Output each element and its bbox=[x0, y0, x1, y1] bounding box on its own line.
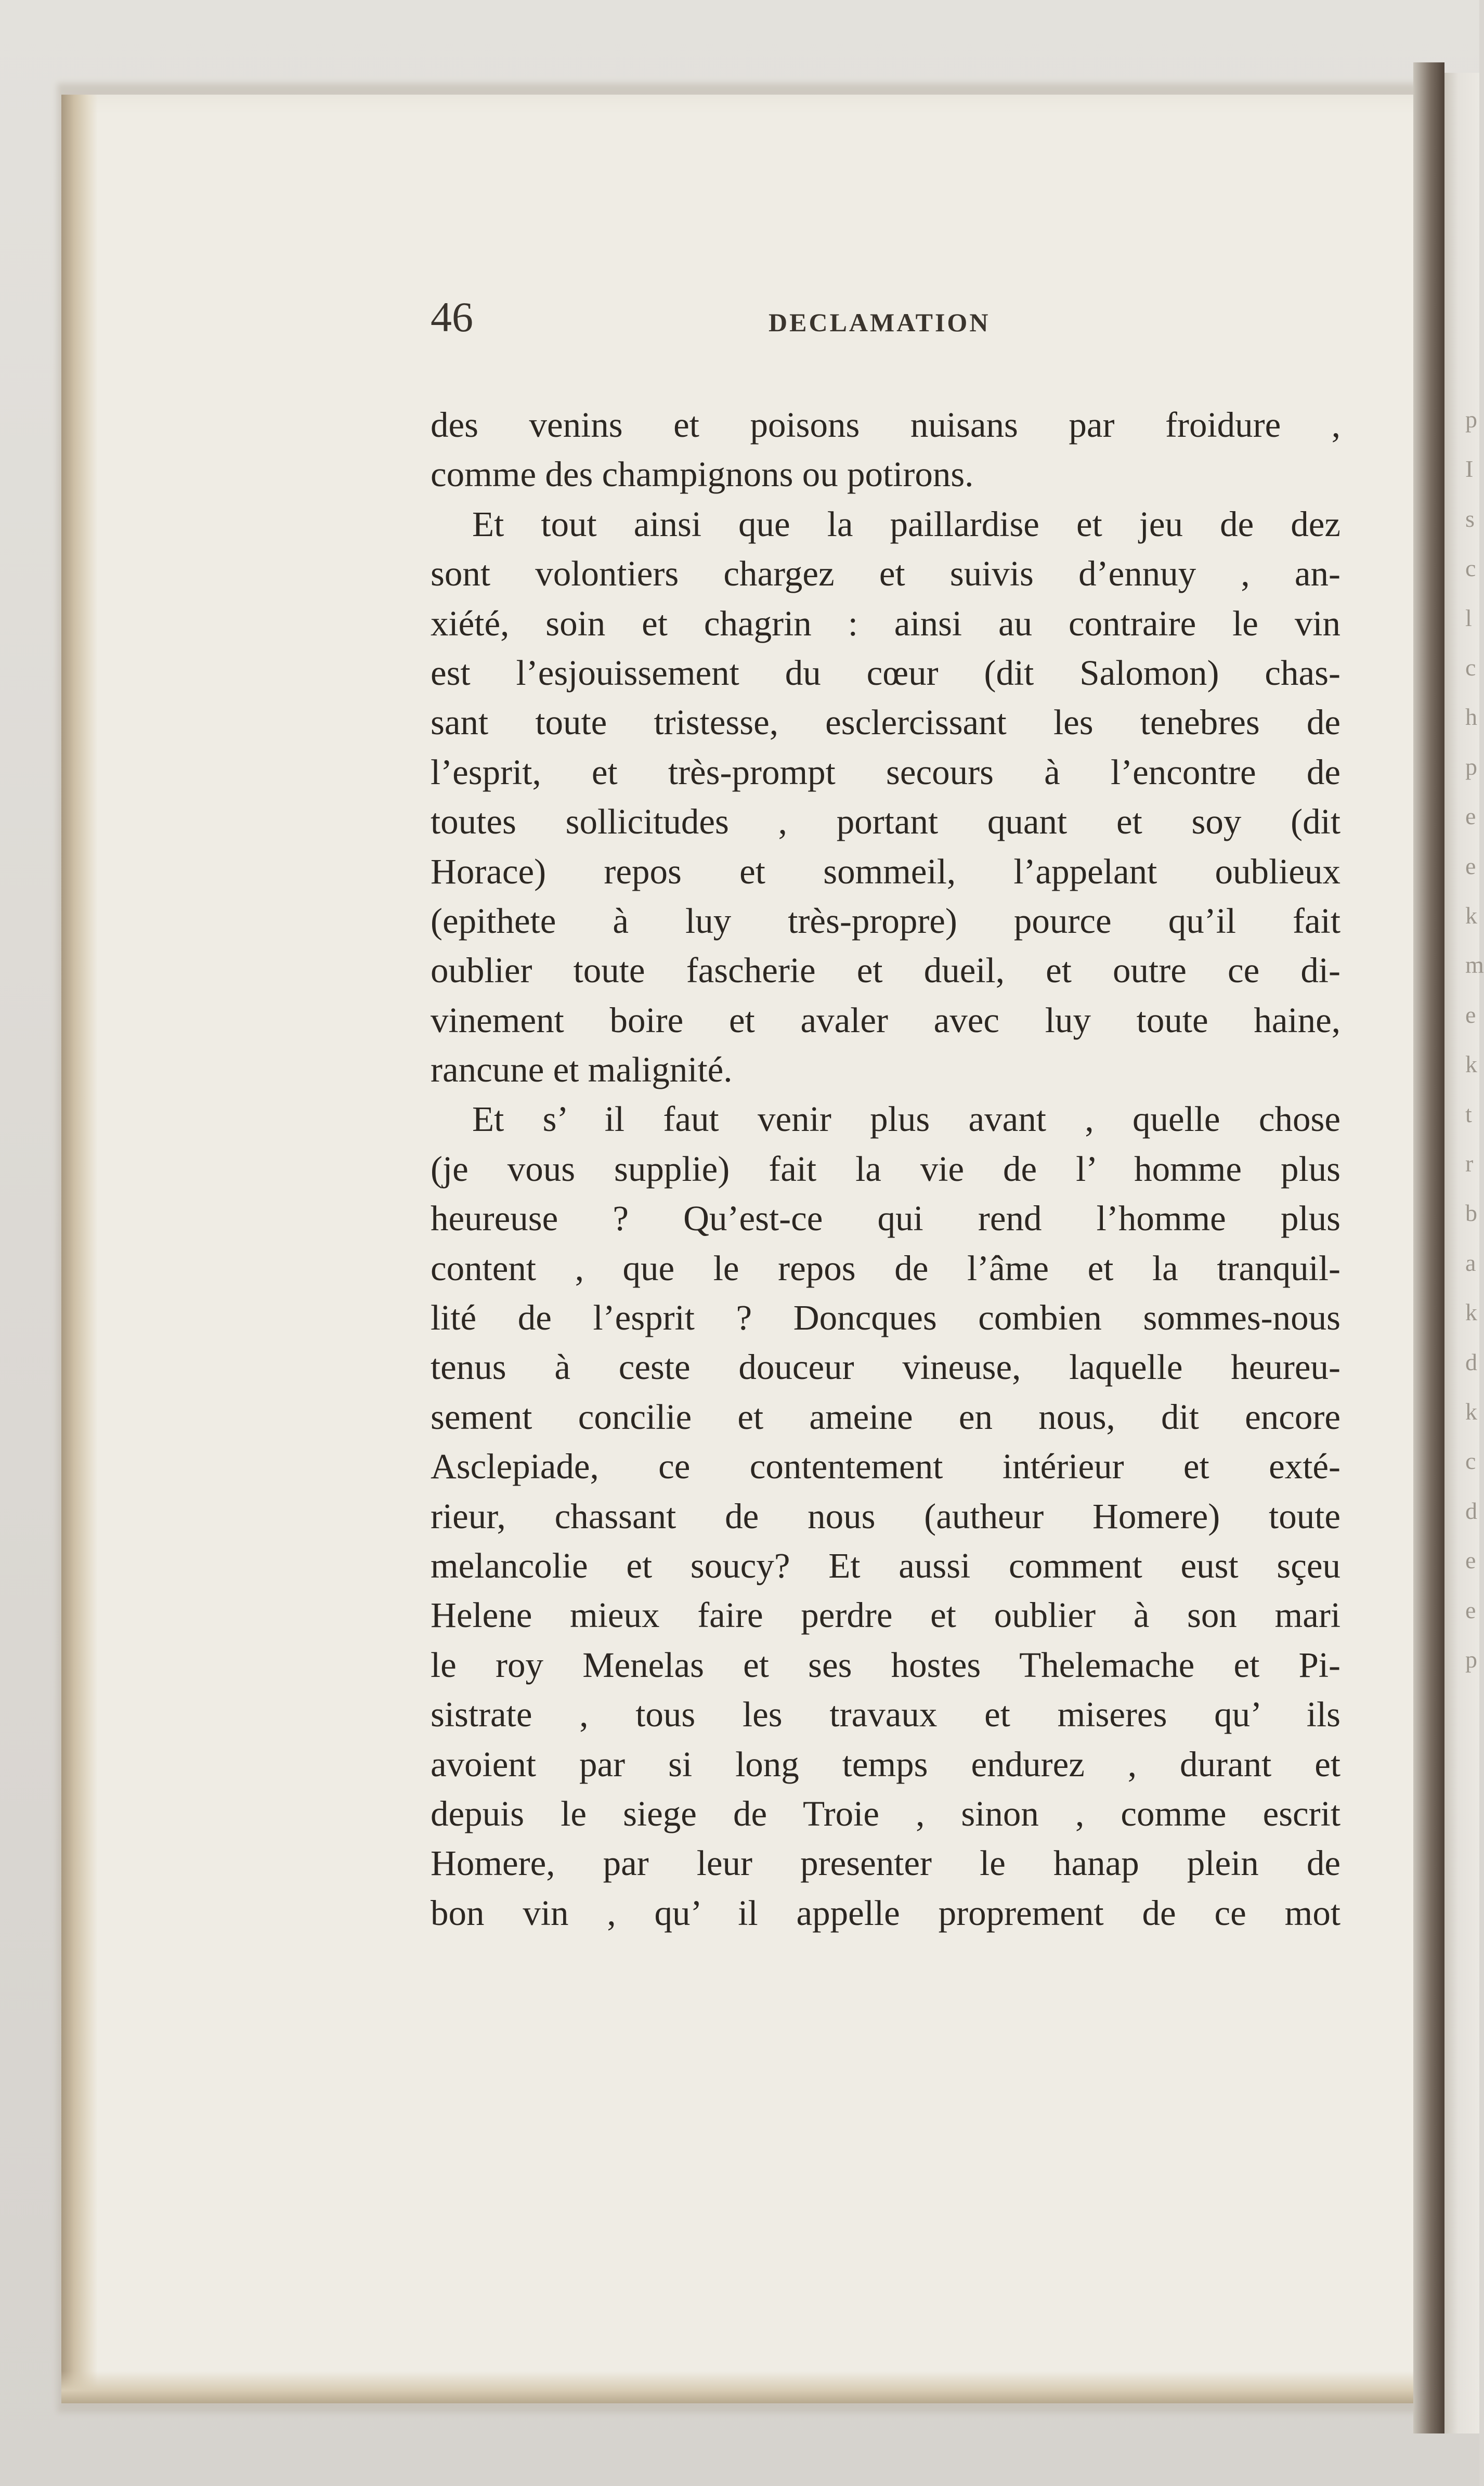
facing-page-glyph: e bbox=[1465, 1547, 1476, 1574]
text-line: Homere, par leur presenter le hanap plein de bbox=[431, 1843, 1340, 1883]
text-line: l’esprit, et très-prompt secours à l’encontre de bbox=[431, 752, 1340, 792]
page-left-edge bbox=[61, 95, 98, 2403]
facing-page-glyph: h bbox=[1465, 704, 1477, 731]
text-line: sistrate , tous les travaux et miseres qu’ ils bbox=[431, 1695, 1340, 1735]
text-line: Helene mieux faire perdre et oublier à son mari bbox=[431, 1595, 1340, 1635]
text-line: (je vous supplie) fait la vie de l’ homme plus bbox=[431, 1149, 1340, 1189]
facing-page-glyph: d bbox=[1465, 1497, 1477, 1524]
facing-page-glyph: a bbox=[1465, 1249, 1476, 1276]
facing-page-glyph: e bbox=[1465, 1596, 1476, 1623]
text-line: depuis le siege de Troie , sinon , comme escrit bbox=[431, 1793, 1340, 1833]
facing-page-glyph: k bbox=[1465, 1299, 1477, 1326]
book-spine-gutter bbox=[1413, 62, 1444, 2433]
facing-page-glyph: e bbox=[1465, 852, 1476, 879]
text-line: vinement boire et avaler avec luy toute haine, bbox=[431, 1000, 1340, 1040]
text-line: heureuse ? Qu’est-ce qui rend l’homme plus bbox=[431, 1199, 1340, 1239]
text-line: des venins et poisons nuisans par froidure , bbox=[431, 405, 1340, 445]
running-head bbox=[431, 289, 1340, 346]
page-bottom-edge bbox=[61, 2371, 1444, 2403]
text-line: (epithete à luy très-propre) pource qu’il fait bbox=[431, 901, 1340, 941]
text-line: melancolie et soucy? Et aussi comment eust sçeu bbox=[431, 1545, 1340, 1585]
facing-page-glyph: k bbox=[1465, 1398, 1477, 1425]
text-line: content , que le repos de l’âme et la tranquil- bbox=[431, 1248, 1340, 1288]
facing-page-glyph: p bbox=[1465, 1646, 1477, 1673]
facing-page-glyph: d bbox=[1465, 1348, 1477, 1375]
facing-page-glyph: r bbox=[1465, 1150, 1474, 1177]
body-text bbox=[431, 400, 1340, 1938]
facing-page-glyph: p bbox=[1465, 753, 1477, 780]
text-line: Horace) repos et sommeil, l’appelant oublieux bbox=[431, 851, 1340, 891]
text-line: Et s’ il faut venir plus avant , quelle chose bbox=[472, 1099, 1340, 1139]
facing-page-glyph: e bbox=[1465, 803, 1476, 830]
facing-page-glyph: t bbox=[1465, 1100, 1472, 1127]
text-line: comme des champignons ou potirons. bbox=[431, 454, 974, 494]
facing-page-glyph: l bbox=[1465, 604, 1472, 631]
text-line: sant toute tristesse, esclercissant les tenebres de bbox=[431, 702, 1340, 743]
text-line: est l’esjouissement du cœur (dit Salomon) chas- bbox=[431, 653, 1340, 693]
text-line: le roy Menelas et ses hostes Thelemache et Pi- bbox=[431, 1645, 1340, 1685]
facing-page-glyph: c bbox=[1465, 555, 1476, 582]
text-line: rancune et malignité. bbox=[431, 1050, 733, 1090]
facing-page-glyph: e bbox=[1465, 1001, 1476, 1028]
text-line: Asclepiade, ce contentement intérieur et exté- bbox=[431, 1447, 1340, 1487]
text-line: toutes sollicitudes , portant quant et soy (dit bbox=[431, 802, 1340, 842]
facing-page-glyph: c bbox=[1465, 1448, 1476, 1475]
facing-page-glyph: b bbox=[1465, 1200, 1477, 1227]
text-line: bon vin , qu’ il appelle proprement de ce mot bbox=[431, 1893, 1340, 1933]
facing-page-glyph: k bbox=[1465, 902, 1477, 929]
facing-page-glyph: I bbox=[1465, 455, 1474, 483]
facing-page-glyph: p bbox=[1465, 406, 1477, 433]
running-title: DECLAMATION bbox=[769, 308, 991, 337]
text-line: avoient par si long temps endurez , durant et bbox=[431, 1744, 1340, 1784]
text-line: sont volontiers chargez et suivis d’ennuy , an- bbox=[431, 554, 1340, 594]
facing-page-glyph: c bbox=[1465, 654, 1476, 681]
text-line: lité de l’esprit ? Doncques combien sommes-nous bbox=[431, 1298, 1340, 1338]
page-number: 46 bbox=[431, 293, 473, 341]
text-line: oublier toute fascherie et dueil, et outre ce di- bbox=[431, 951, 1340, 991]
text-line: sement concilie et ameine en nous, dit encore bbox=[431, 1397, 1340, 1437]
facing-page-glyph: k bbox=[1465, 1051, 1477, 1078]
text-line: Et tout ainsi que la paillardise et jeu de dez bbox=[472, 504, 1340, 544]
text-line: tenus à ceste douceur vineuse, laquelle heureu- bbox=[431, 1347, 1340, 1387]
text-line: xiété, soin et chagrin : ainsi au contraire le vin bbox=[431, 603, 1340, 643]
text-line: rieur, chassant de nous (autheur Homere) toute bbox=[431, 1496, 1340, 1536]
facing-page-glyph: m bbox=[1465, 952, 1484, 979]
facing-page-glyph: s bbox=[1465, 505, 1475, 532]
